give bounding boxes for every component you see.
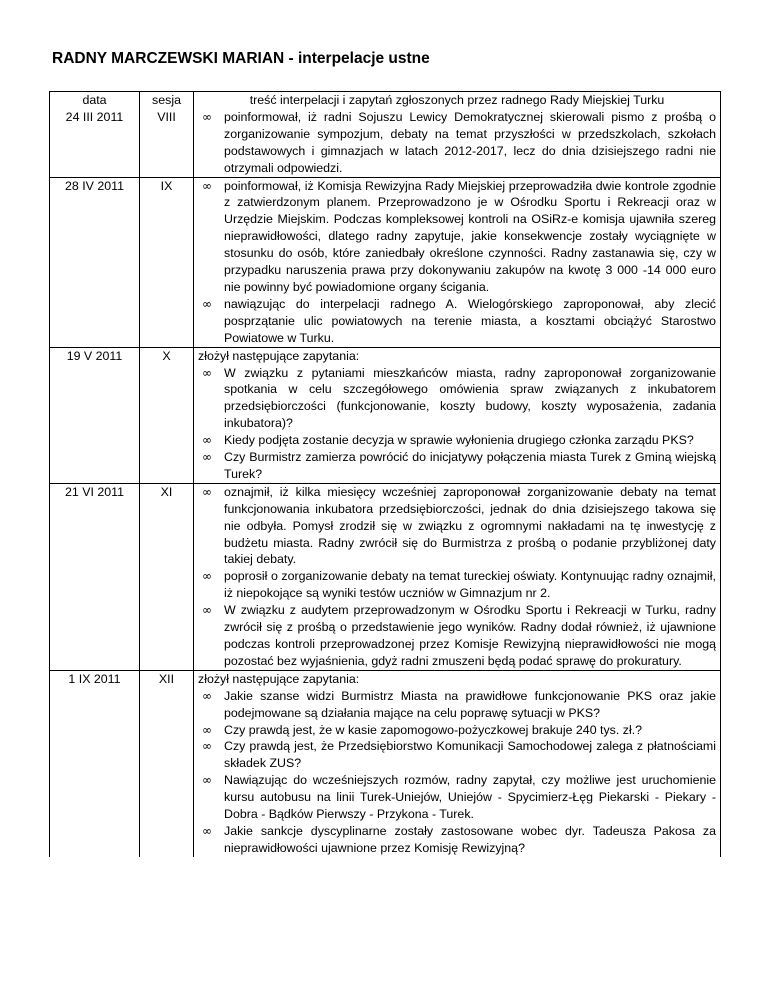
list-item <box>198 823 716 857</box>
row-session: XII <box>140 670 194 856</box>
list-item-text: oznajmił, iż kilka miesięcy wcześniej zaproponował zorganizowanie debaty na temat funkcjonowania inkubatora przedsiębiorczości, jednak do dnia dzisiejszego takowa się nie odbyła. Pomysł zrodził się w związku z ogromnymi nakładami na tę inwestycję z budżetu miasta. Radny zwrócił się do Burmistrza z prośbą o podanie przybliżonej daty takiej debaty. <box>224 484 716 567</box>
list-item <box>198 365 716 433</box>
list-item <box>198 178 716 296</box>
row-session: VIII <box>140 109 194 177</box>
row-content <box>194 177 721 347</box>
row-date: 19 V 2011 <box>50 347 140 483</box>
list-item-text: poinformował, iż Komisja Rewizyjna Rady Miejskiej przeprowadziła dwie kontrole zgodnie z zatwierdzonym planem. Przeprowadzono je w Ośrodku Sportu i Rekreacji oraz w Urzędzie Miejskim. Podczas kompleksowej kontroli na OSiRz-e komisja ujawniła szereg nieprawidłowości, dlatego radny zapytuje, jakie konsekwencje zostały wyciągnięte w stosunku do osób, które zaniedbały określone czynności. Radny zastanawia się, czy w przypadku naruszenia prawa przy dokonywaniu zakupów na kwotę 3 000 -14 000 euro nie powinny być powiadomione organy ścigania. <box>224 178 716 294</box>
infinity-bullet-icon: ∞ <box>202 178 212 193</box>
bullet-list <box>198 484 716 670</box>
row-date: 28 IV 2011 <box>50 177 140 347</box>
list-item-text: poinformował, iż radni Sojuszu Lewicy Demokratycznej skierowali pismo z prośbą o zorganizowanie sympozjum, debaty na temat przyszłości w przedszkolach, szkołach podstawowych i gimnazjach w latach 2012-2017, lecz do dnia dzisiejszego radni nie otrzymali odpowiedzi. <box>224 109 716 175</box>
row-date: 21 VI 2011 <box>50 483 140 670</box>
page-title: RADNY MARCZEWSKI MARIAN - interpelacje ustne <box>52 50 430 67</box>
infinity-bullet-icon: ∞ <box>202 450 212 465</box>
list-item-text: Jakie sankcje dyscyplinarne zostały zastosowane wobec dyr. Tadeusza Pakosa za nieprawidłowości ujawnione przez Komisję Rewizyjną? <box>224 823 716 855</box>
list-item-text: Kiedy podjęta zostanie decyzja w sprawie wyłonienia drugiego członka zarządu PKS? <box>224 433 694 448</box>
list-item-text: poprosił o zorganizowanie debaty na temat tureckiej oświaty. Kontynuując radny oznajmił, iż niepokojące są wyniki testów uczniów w Gimnazjum nr 2. <box>224 569 716 601</box>
row-content <box>194 109 721 177</box>
row-content <box>194 483 721 670</box>
list-item <box>198 738 716 772</box>
row-lead-text: złożył następujące zapytania: <box>198 348 360 363</box>
list-item <box>198 296 716 347</box>
bullet-list <box>198 178 716 347</box>
list-item-text: Jakie szanse widzi Burmistrz Miasta na prawidłowe funkcjonowanie PKS oraz jakie podejmowane są działania mające na celu poprawę sytuacji w PKS? <box>224 688 716 720</box>
list-item <box>198 109 716 177</box>
interpellations-table <box>49 91 721 857</box>
infinity-bullet-icon: ∞ <box>202 109 212 124</box>
infinity-bullet-icon: ∞ <box>202 773 212 788</box>
bullet-list <box>198 109 716 177</box>
bullet-list <box>198 688 716 857</box>
list-item <box>198 449 716 483</box>
list-item <box>198 602 716 670</box>
row-date: 1 IX 2011 <box>50 670 140 856</box>
list-item <box>198 688 716 722</box>
list-item <box>198 772 716 823</box>
infinity-bullet-icon: ∞ <box>202 688 212 703</box>
row-session: IX <box>140 177 194 347</box>
infinity-bullet-icon: ∞ <box>202 722 212 737</box>
row-date: 24 III 2011 <box>50 109 140 177</box>
infinity-bullet-icon: ∞ <box>202 433 212 448</box>
table-row <box>50 109 721 177</box>
row-content <box>194 347 721 483</box>
header-content: treść interpelacji i zapytań zgłoszonych przez radnego Rady Miejskiej Turku <box>194 92 721 109</box>
list-item-text: Czy prawdą jest, że w kasie zapomogowo-pożyczkowej brakuje 240 tys. zł.? <box>224 722 643 737</box>
list-item-text: W związku z audytem przeprowadzonym w Ośrodku Sportu i Rekreacji w Turku, radny zwrócił się z prośbą o przedstawienie jego wyników. Radny dodał również, iż ujawnione podczas kontroli przeprowadzonej przez Komisje Rewizyjną nieprawidłowości nie mogą pozostać bez wyjaśnienia, gdyż radni zmuszeni będą podać sprawę do prokuratury. <box>224 603 716 668</box>
table-header-row <box>50 92 721 109</box>
list-item <box>198 484 716 569</box>
infinity-bullet-icon: ∞ <box>202 484 212 499</box>
list-item <box>198 432 716 449</box>
list-item-text: Czy prawdą jest, że Przedsiębiorstwo Komunikacji Samochodowej zalega z płatnościami składek ZUS? <box>224 739 716 771</box>
infinity-bullet-icon: ∞ <box>202 603 212 618</box>
table-row <box>50 177 721 347</box>
infinity-bullet-icon: ∞ <box>202 296 212 311</box>
list-item <box>198 568 716 602</box>
list-item-text: Czy Burmistrz zamierza powrócić do inicjatywy połączenia miasta Turek z Gminą wiejską Turek? <box>224 450 716 481</box>
header-session: sesja <box>140 92 194 109</box>
row-session: XI <box>140 483 194 670</box>
row-session: X <box>140 347 194 483</box>
list-item-text: Nawiązując do wcześniejszych rozmów, radny zapytał, czy możliwe jest uruchomienie kursu autobusu na linii Turek-Uniejów, Uniejów - Spycimierz-Łęg Piekarski - Piekary - Dobra - Bądków Pierwszy - Przykona - Turek. <box>224 773 716 822</box>
row-content <box>194 670 721 856</box>
table-row <box>50 483 721 670</box>
table-row <box>50 670 721 856</box>
list-item <box>198 722 716 739</box>
list-item-text: nawiązując do interpelacji radnego A. Wielogórskiego zaproponował, aby zlecić posprzątanie ulic powiatowych na terenie miasta, a kosztami obciążyć Starostwo Powiatowe w Turku. <box>224 296 716 345</box>
row-lead-text: złożył następujące zapytania: <box>198 671 360 686</box>
list-item-text: W związku z pytaniami mieszkańców miasta, radny zaproponował zorganizowanie spotkania w celu szczegółowego omówienia spraw związanych z inkubatorem przedsiębiorczości (funkcjonowanie, koszty budowy, koszty wyposażenia, zadania inkubatora)? <box>224 365 716 431</box>
infinity-bullet-icon: ∞ <box>202 739 212 754</box>
table-row <box>50 347 721 483</box>
infinity-bullet-icon: ∞ <box>202 365 212 380</box>
bullet-list <box>198 365 716 483</box>
header-date: data <box>50 92 140 109</box>
infinity-bullet-icon: ∞ <box>202 569 212 584</box>
infinity-bullet-icon: ∞ <box>202 823 212 838</box>
